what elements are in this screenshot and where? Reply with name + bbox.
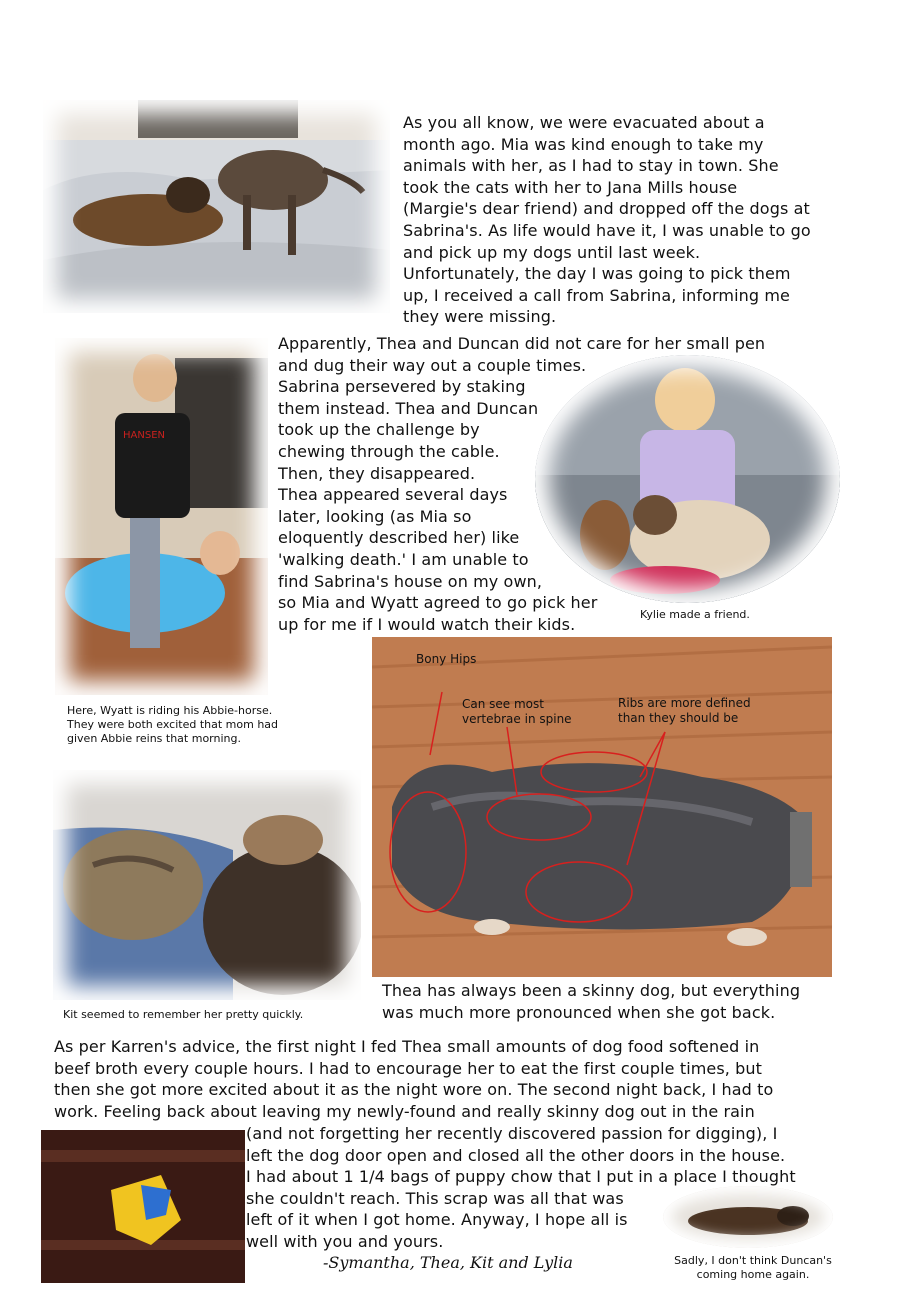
skinny-paragraph xyxy=(382,980,832,1023)
annotation-vertebrae: Can see most vertebrae in spine xyxy=(462,697,572,726)
line: so Mia and Wyatt agreed to go pick her xyxy=(278,593,598,613)
photo-food-scrap xyxy=(41,1130,245,1283)
annotation-bony-hips: Bony Hips xyxy=(416,652,477,666)
caption-kylie: Kylie made a friend. xyxy=(640,608,750,621)
line: them instead. Thea and Duncan xyxy=(278,398,539,418)
line: As per Karren's advice, the first night I fed Thea small amounts of dog food softened in xyxy=(54,1037,760,1056)
line: and dug their way out a couple times. xyxy=(278,355,587,375)
line: up for me if I would watch their kids. xyxy=(278,614,576,634)
line: 'walking death.' I am unable to xyxy=(278,549,529,569)
line: beef broth every couple hours. I had to encourage her to eat the first couple times, but xyxy=(54,1058,763,1078)
line: then she got more excited about it as the night wore on. The second night back, I had to xyxy=(54,1080,774,1100)
intro-paragraph xyxy=(403,112,813,328)
line: later, looking (as Mia so xyxy=(278,506,472,526)
feeding-paragraph xyxy=(54,1036,854,1122)
line: Sabrina persevered by staking xyxy=(278,377,526,397)
line: Then, they disappeared. xyxy=(278,463,476,483)
line: left the dog door open and closed all the other doors in the house. xyxy=(246,1145,786,1165)
photo-kylie-with-cat xyxy=(535,355,840,603)
caption-wyatt: Here, Wyatt is riding his Abbie-horse. They were both excited that mom had given Abbie reins that morning. xyxy=(67,704,279,745)
annotation-ribs: Ribs are more defined than they should be xyxy=(618,696,751,725)
line: chewing through the cable. xyxy=(278,441,500,461)
line: find Sabrina's house on my own, xyxy=(278,571,543,591)
photo-kit-and-dog xyxy=(53,770,361,1000)
line: work. Feeling back about leaving my newly-found and really skinny dog out in the rain xyxy=(54,1101,755,1121)
caption-kit: Kit seemed to remember her pretty quickly. xyxy=(63,1008,304,1021)
signature: -Symantha, Thea, Kit and Lylia xyxy=(323,1253,573,1272)
photo-thea-skinny xyxy=(372,637,832,977)
skinny-text: Thea has always been a skinny dog, but everything was much more pronounced when she got back. xyxy=(382,981,801,1022)
line: took up the challenge by xyxy=(278,420,480,440)
line: well with you and yours. xyxy=(246,1231,444,1251)
photo-duncan xyxy=(663,1186,833,1248)
photo-dogs-on-couch xyxy=(43,100,390,313)
photo-wyatt-riding xyxy=(55,338,268,695)
line: left of it when I got home. Anyway, I hope all is xyxy=(246,1210,628,1230)
line: eloquently described her) like xyxy=(278,528,520,548)
line: (and not forgetting her recently discovered passion for digging), I xyxy=(246,1124,778,1143)
shirt-text: HANSEN xyxy=(123,430,165,441)
line: she couldn't reach. This scrap was all that was xyxy=(246,1188,624,1208)
caption-duncan: Sadly, I don't think Duncan's coming home again. xyxy=(674,1254,832,1281)
line: Thea appeared several days xyxy=(278,485,508,505)
line: Apparently, Thea and Duncan did not care for her small pen xyxy=(278,334,766,353)
line: I had about 1 1/4 bags of puppy chow that I put in a place I thought xyxy=(246,1167,796,1187)
intro-text: As you all know, we were evacuated about a month ago. Mia was kind enough to take my animals with her, as I had to stay in town. She took the cats with her to Jana Mills house (Margie's dear friend) and dropped off the dogs at Sabrina's. As life would have it, I was unable to go and pick up my dogs until last week. Unfortunately, the day I was going to pick them up, I received a call from Sabrina, informing me they were missing. xyxy=(403,113,811,327)
